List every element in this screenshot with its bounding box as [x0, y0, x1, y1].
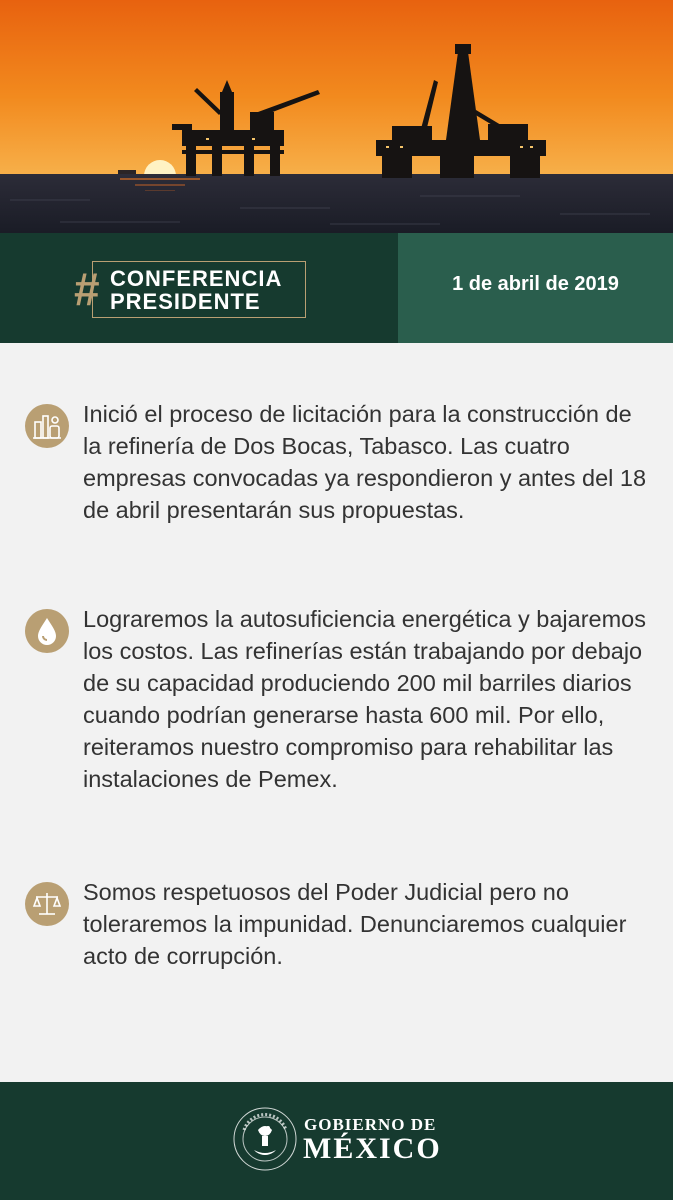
- hashtag-panel: [0, 233, 398, 343]
- item-text: Somos respetuosos del Poder Judicial pero no toleraremos la impunidad. Denunciaremos cualquier acto de corrupción.: [83, 879, 627, 969]
- government-name-line2: MÉXICO: [303, 1132, 442, 1165]
- government-name-line1: GOBIERNO DE: [304, 1115, 437, 1134]
- item-text: Lograremos la autosuficiencia energética y bajaremos los costos. Las refinerías están trabajando por debajo de su capacidad produciendo 200 mil barriles diarios cuando podrían generarse hasta 600 mil. Por ello, reiteramos nuestro compromiso para rehabilitar las instalaciones de Pemex.: [83, 606, 647, 792]
- hero-image: [0, 0, 673, 233]
- oil-drop-icon: [25, 609, 69, 653]
- sunset-oil-platforms-illustration: [0, 0, 673, 233]
- header-band: [0, 233, 673, 343]
- mexico-seal-logo: [232, 1106, 298, 1172]
- justice-scale-icon: [25, 882, 69, 926]
- hashtag-symbol: #: [74, 263, 100, 315]
- date-panel: [398, 233, 673, 343]
- item-text: Inició el proceso de licitación para la construcción de la refinería de Dos Bocas, Tabasco. Las cuatro empresas convocadas ya respondieron y antes del 18 de abril presentarán sus propuestas.: [83, 401, 647, 523]
- footer: [0, 1082, 673, 1200]
- conference-date: 1 de abril de 2019: [452, 273, 619, 295]
- refinery-icon: [25, 404, 69, 448]
- hashtag-line2: PRESIDENTE: [110, 289, 261, 314]
- hashtag-line1: CONFERENCIA: [110, 266, 283, 291]
